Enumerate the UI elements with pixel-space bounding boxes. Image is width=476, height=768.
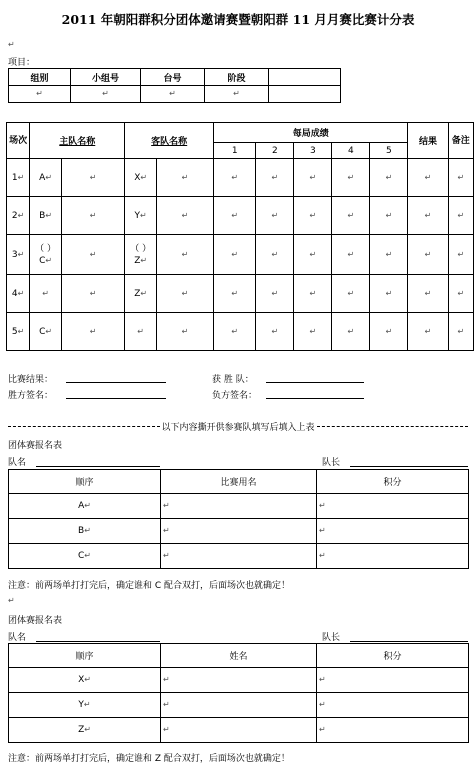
note-cell[interactable]: ↵ [448,275,473,313]
note-cell[interactable]: ↵ [448,159,473,197]
roster-2-table [8,643,469,743]
project-label: 项目： [8,58,36,68]
stage-value-cell[interactable]: ↵ [205,86,269,103]
inning-score-cell[interactable]: ↵ [294,197,332,235]
inning-score-cell[interactable]: ↵ [370,313,408,351]
winner-sign-label: 胜方签名： [8,391,54,401]
roster-2-header-order: 顺序 [9,644,161,668]
roster-1-header-name: 比赛用名 [161,470,317,494]
roster-2-team-label: 队名 [8,633,27,643]
away-player-name[interactable]: ↵ [157,313,214,351]
score-table [6,122,474,351]
roster-1-table [8,469,469,569]
roster-1-header-order: 顺序 [9,470,161,494]
score-row [7,197,474,235]
order-cell: B↵ [9,519,161,544]
header-result: 结果 [408,123,448,159]
order-cell: Z↵ [9,718,161,743]
score-row [7,275,474,313]
result-cell[interactable]: ↵ [408,159,448,197]
away-player[interactable]: Z↵ [125,275,157,313]
inning-score-cell[interactable]: ↵ [256,313,294,351]
tear-divider [8,420,468,433]
header-stage: 阶段 [205,69,269,86]
loser-sign-line[interactable] [266,398,364,399]
header-note: 备注 [448,123,473,159]
page-title: 2011 年朝阳群积分团体邀请赛暨朝阳群 11 月月赛比赛计分表 [61,12,415,27]
roster1-row [9,544,469,569]
inning-score-cell[interactable]: ↵ [332,235,370,275]
roster2-row [9,718,469,743]
inning-score-cell[interactable]: ↵ [256,159,294,197]
row-number: 4↵ [7,275,30,313]
inning-score-cell[interactable]: ↵ [256,235,294,275]
roster1-row [9,494,469,519]
roster2-row [9,693,469,718]
paragraph-mark: ↵ [8,40,15,49]
home-player[interactable]: B↵ [30,197,62,235]
name-cell[interactable]: ↵ [161,519,317,544]
away-player-name[interactable]: ↵ [157,197,214,235]
header-table-no: 台号 [141,69,205,86]
inning-score-cell[interactable]: ↵ [214,159,256,197]
inning-score-cell[interactable]: ↵ [370,275,408,313]
roster1-row [9,519,469,544]
roster-2-title: 团体赛报名表 [8,616,63,626]
roster-1-team-line[interactable] [36,466,160,467]
inning-5-header: 5 [370,143,408,159]
result-cell[interactable]: ↵ [408,197,448,235]
inning-score-cell[interactable]: ↵ [294,275,332,313]
blank-cell[interactable] [269,86,341,103]
result-cell[interactable]: ↵ [408,313,448,351]
away-player[interactable]: Y↵ [125,197,157,235]
note-cell[interactable]: ↵ [448,235,473,275]
name-cell[interactable]: ↵ [161,544,317,569]
inning-3-header: 3 [294,143,332,159]
home-player[interactable]: C↵ [30,313,62,351]
winner-label: 获 胜 队： [212,375,254,385]
away-player-name[interactable]: ↵ [157,235,214,275]
winner-line[interactable] [266,382,364,383]
roster-1-note: 注意：前两场单打打完后，确定谁和 C 配合双打，后面场次也就确定！ [8,581,291,591]
note-cell[interactable]: ↵ [448,197,473,235]
order-cell: A↵ [9,494,161,519]
subgroup-value-cell[interactable]: ↵ [71,86,141,103]
inning-1-header: 1 [214,143,256,159]
order-cell: X↵ [9,668,161,693]
roster-1-captain-label: 队长 [322,458,341,468]
score-row [7,313,474,351]
loser-sign-label: 负方签名： [212,391,258,401]
inning-score-cell[interactable]: ↵ [214,275,256,313]
roster-1-title: 团体赛报名表 [8,441,63,451]
roster-1-header-points: 积分 [317,470,469,494]
home-player-name[interactable]: ↵ [61,159,124,197]
table-no-value-cell[interactable]: ↵ [141,86,205,103]
result-cell[interactable]: ↵ [408,275,448,313]
inning-score-cell[interactable]: ↵ [370,235,408,275]
roster-2-note: 注意：前两场单打打完后，确定谁和 Z 配合双打，后面场次也就确定！ [8,754,290,764]
roster-2-header-name: 姓名 [161,644,317,668]
roster-2-team-line[interactable] [36,641,160,642]
points-cell[interactable]: ↵ [317,544,469,569]
name-cell[interactable]: ↵ [161,693,317,718]
row-number: 2↵ [7,197,30,235]
order-cell: C↵ [9,544,161,569]
roster-1-captain-line[interactable] [350,466,468,467]
order-cell: Y↵ [9,693,161,718]
inning-score-cell[interactable]: ↵ [256,275,294,313]
away-player[interactable]: （ ） Z↵ [125,235,157,275]
winner-sign-line[interactable] [66,398,166,399]
inning-score-cell[interactable]: ↵ [332,197,370,235]
paragraph-mark: ↵ [8,596,15,605]
inning-score-cell[interactable]: ↵ [370,197,408,235]
inning-score-cell[interactable]: ↵ [214,235,256,275]
blank-cell[interactable] [269,69,341,86]
row-number: 1↵ [7,159,30,197]
away-player[interactable]: X↵ [125,159,157,197]
row-number: 5↵ [7,313,30,351]
home-player-name[interactable]: ↵ [61,235,124,275]
score-row [7,159,474,197]
points-cell[interactable]: ↵ [317,693,469,718]
result-cell[interactable]: ↵ [408,235,448,275]
points-cell[interactable]: ↵ [317,494,469,519]
group-value-cell[interactable]: ↵ [9,86,71,103]
home-player[interactable]: （ ） C↵ [30,235,62,275]
home-player-name[interactable]: ↵ [61,275,124,313]
away-player[interactable]: ↵ [125,313,157,351]
inning-score-cell[interactable]: ↵ [332,159,370,197]
home-player-name[interactable]: ↵ [61,313,124,351]
inning-score-cell[interactable]: ↵ [332,313,370,351]
row-number: 3↵ [7,235,30,275]
home-player[interactable]: ↵ [30,275,62,313]
inning-score-cell[interactable]: ↵ [294,313,332,351]
roster-2-captain-line[interactable] [350,641,468,642]
project-table [8,68,341,103]
away-player-name[interactable]: ↵ [157,159,214,197]
name-cell[interactable]: ↵ [161,668,317,693]
header-group: 组别 [9,69,71,86]
inning-score-cell[interactable]: ↵ [294,159,332,197]
header-away-team: 客队名称 [125,123,214,159]
points-cell[interactable]: ↵ [317,519,469,544]
note-cell[interactable]: ↵ [448,313,473,351]
name-cell[interactable]: ↵ [161,494,317,519]
points-cell[interactable]: ↵ [317,718,469,743]
inning-score-cell[interactable]: ↵ [294,235,332,275]
roster-1-team-label: 队名 [8,458,27,468]
inning-score-cell[interactable]: ↵ [214,197,256,235]
header-changci: 场次 [7,123,30,159]
roster-2-header-points: 积分 [317,644,469,668]
inning-score-cell[interactable]: ↵ [332,275,370,313]
inning-2-header: 2 [256,143,294,159]
inning-4-header: 4 [332,143,370,159]
name-cell[interactable]: ↵ [161,718,317,743]
inning-score-cell[interactable]: ↵ [370,159,408,197]
inning-score-cell[interactable]: ↵ [256,197,294,235]
header-subgroup: 小组号 [71,69,141,86]
match-result-label: 比赛结果： [8,375,54,385]
roster2-row [9,668,469,693]
header-home-team: 主队名称 [30,123,125,159]
points-cell[interactable]: ↵ [317,668,469,693]
roster-2-captain-label: 队长 [322,633,341,643]
header-innings: 每局成绩 [214,123,408,143]
home-player-name[interactable]: ↵ [61,197,124,235]
score-row [7,235,474,275]
inning-score-cell[interactable]: ↵ [214,313,256,351]
divider-text: 以下内容撕开供参赛队填写后填入上表 [161,423,315,433]
home-player[interactable]: A↵ [30,159,62,197]
away-player-name[interactable]: ↵ [157,275,214,313]
match-result-line[interactable] [66,382,166,383]
